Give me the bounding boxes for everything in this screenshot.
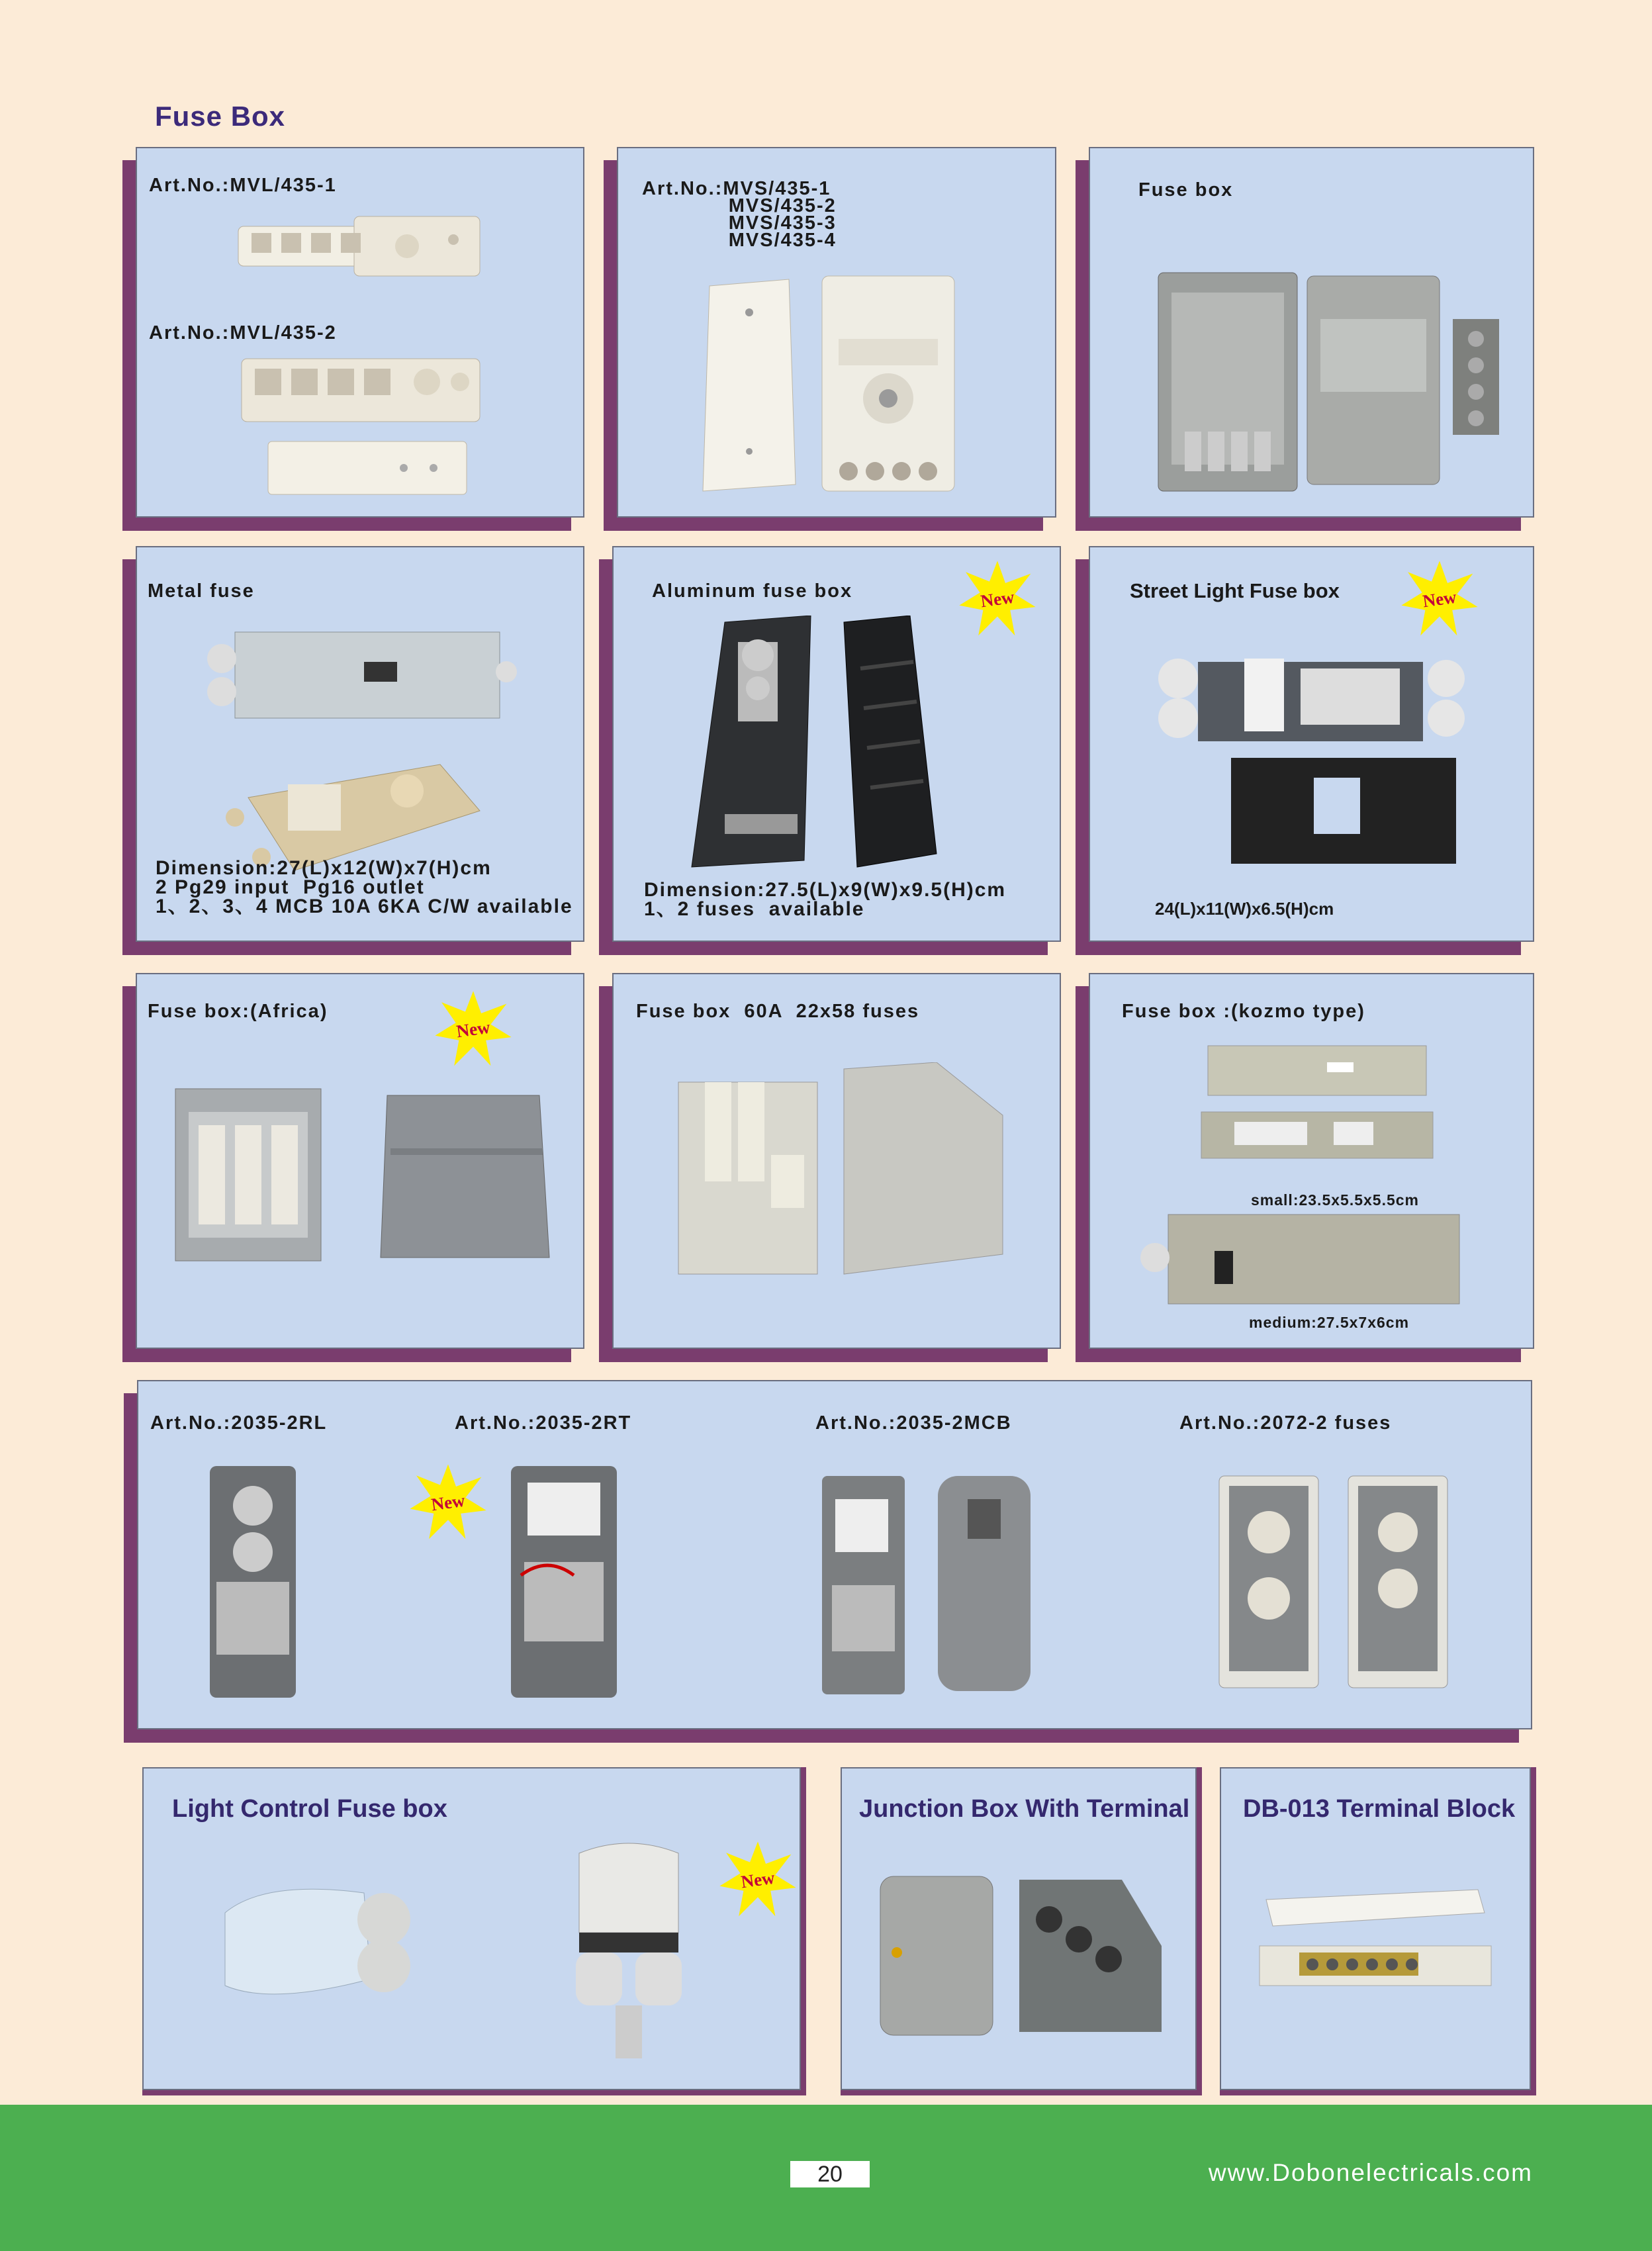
card-fusebox — [1089, 147, 1534, 518]
africa-label: Fuse box:(Africa) — [148, 1001, 328, 1022]
street-dims: 24(L)x11(W)x6.5(H)cm — [1155, 899, 1334, 919]
fusebox-label: Fuse box — [1138, 179, 1234, 201]
card-mvs — [617, 147, 1056, 518]
card-aluminum — [612, 546, 1061, 942]
new-badge — [1400, 559, 1479, 639]
product-image-2035-2rt — [508, 1463, 620, 1701]
art-2072: Art.No.:2072-2 fuses — [1179, 1412, 1392, 1434]
website-url[interactable]: www.Dobonelectricals.com — [1208, 2159, 1533, 2186]
card-metal-fuse — [136, 546, 584, 942]
page-number: 20 — [790, 2161, 870, 2187]
product-image-mvs — [690, 273, 968, 498]
kozmo-small-dims: small:23.5x5.5x5.5cm — [1251, 1191, 1420, 1209]
product-image-2072-2 — [1216, 1473, 1474, 1691]
page-title: Fuse Box — [155, 101, 286, 132]
new-badge — [718, 1840, 798, 1919]
new-badge — [408, 1463, 488, 1542]
aluminum-label: Aluminum fuse box — [652, 580, 853, 602]
product-image-db013 — [1246, 1880, 1504, 2012]
new-badge-text: New — [455, 1017, 492, 1041]
card-street-light — [1089, 546, 1534, 942]
metal-label: Metal fuse — [148, 580, 255, 602]
product-image-light-control-1 — [212, 1873, 424, 2005]
fuse60-label: Fuse box 60A 22x58 fuses — [636, 1001, 920, 1022]
db013-label: DB-013 Terminal Block — [1243, 1795, 1516, 1823]
new-badge-text: New — [739, 1867, 776, 1892]
card-light-control — [142, 1767, 801, 2090]
art-2rt: Art.No.:2035-2RT — [455, 1412, 632, 1434]
product-image-street-light — [1152, 652, 1476, 870]
card-africa — [136, 973, 584, 1349]
product-image-kozmo-medium — [1135, 1205, 1466, 1310]
card-db013 — [1220, 1767, 1531, 2090]
card-junction-box — [841, 1767, 1197, 2090]
product-image-kozmo-small — [1195, 1039, 1446, 1165]
product-image-africa — [169, 1085, 553, 1264]
card-art-numbers — [137, 1380, 1532, 1729]
product-image-aluminum — [685, 616, 970, 874]
new-badge — [434, 989, 513, 1069]
product-image-mvl-2 — [235, 352, 486, 504]
mvl-label-2: Art.No.:MVL/435-2 — [149, 322, 337, 344]
card-mvl — [136, 147, 584, 518]
product-image-2035-2mcb — [819, 1473, 1037, 1698]
art-2mcb: Art.No.:2035-2MCB — [815, 1412, 1012, 1434]
product-image-fuse60 — [672, 1062, 1016, 1281]
card-kozmo — [1089, 973, 1534, 1349]
junction-label: Junction Box With Terminal — [859, 1795, 1190, 1823]
aluminum-dims: Dimension:27.5(L)x9(W)x9.5(H)cm 1、2 fuses available — [644, 879, 1007, 920]
product-image-light-control-2 — [566, 1833, 692, 2058]
product-image-fusebox — [1155, 266, 1512, 498]
new-badge-text: New — [1421, 586, 1458, 611]
product-image-mvl-1 — [235, 213, 486, 279]
new-badge-text: New — [430, 1490, 467, 1514]
product-image-2035-2rl — [206, 1463, 299, 1701]
mvs-label: Art.No.:MVS/435-1 MVS/435-2 MVS/435-3 MVS/435-4 — [642, 178, 837, 251]
kozmo-label: Fuse box :(kozmo type) — [1122, 1001, 1365, 1022]
lightctl-label: Light Control Fuse box — [172, 1795, 447, 1823]
product-image-junction-box — [877, 1866, 1168, 2039]
street-label: Street Light Fuse box — [1130, 579, 1340, 602]
card-fuse60 — [612, 973, 1061, 1349]
mvl-label-1: Art.No.:MVL/435-1 — [149, 175, 337, 196]
art-2rl: Art.No.:2035-2RL — [150, 1412, 328, 1434]
new-badge — [958, 559, 1037, 639]
kozmo-medium-dims: medium:27.5x7x6cm — [1249, 1314, 1410, 1331]
new-badge-text: New — [979, 586, 1016, 611]
metal-dims: Dimension:27(L)x12(W)x7(H)cm 2 Pg29 input Pg16 outlet 1、2、3、4 MCB 10A 6KA C/W available — [156, 857, 573, 917]
